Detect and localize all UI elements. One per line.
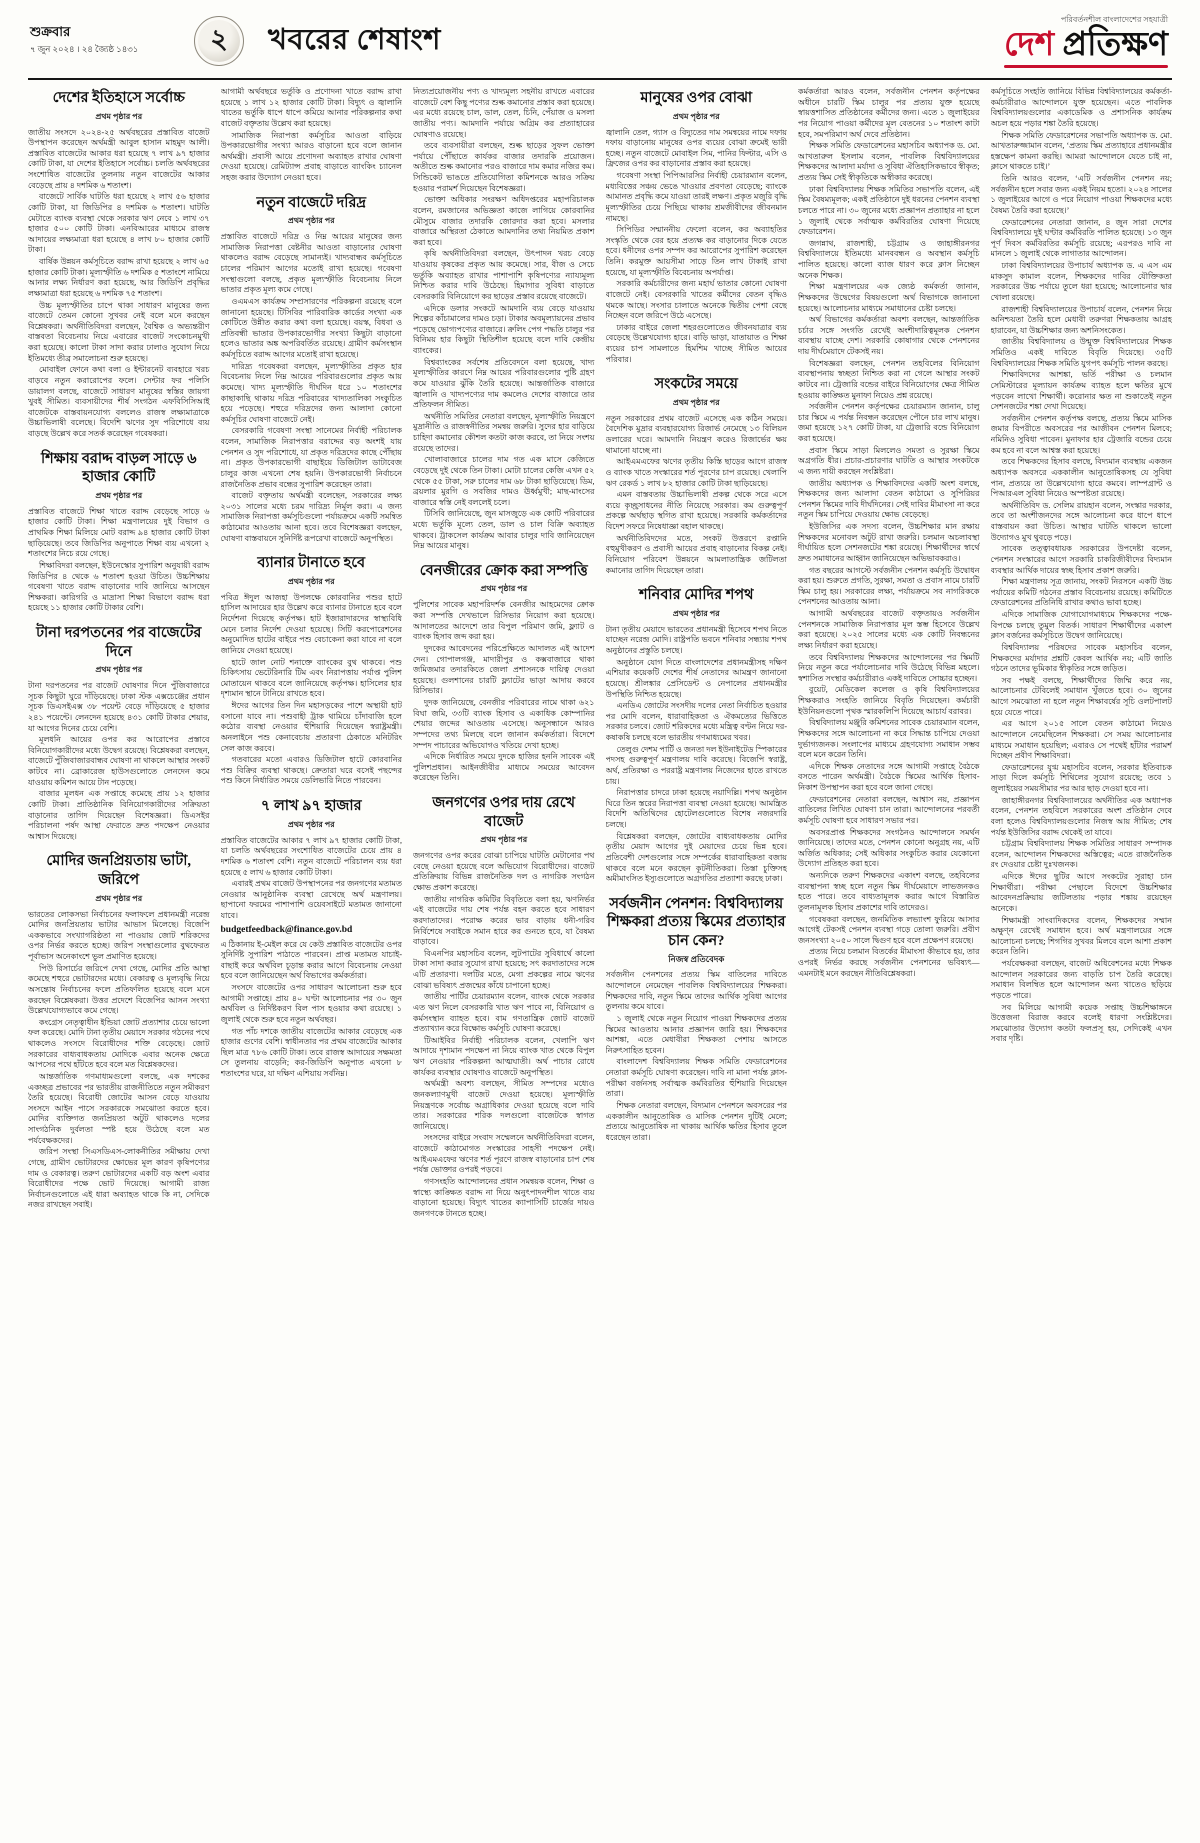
continuation-kicker: প্রথম পৃষ্ঠার পর [287, 216, 335, 226]
body-paragraph: তবে বিশ্ববিদ্যালয় শিক্ষকদের আন্দোলনের পর স্কিমটি নিয়ে নতুন করে পর্যালোচনার দাবি উঠেছে বিভিন্ন মহলে। স্বশাসিত সংস্থার কর্মচারীরাও একই দাবিতে সোচ্চার হচ্ছেন। [798, 652, 980, 683]
column-5 [798, 87, 980, 1832]
continuation-kicker: প্রথম পৃষ্ঠার পর [95, 665, 143, 675]
body-paragraph: এদিকে নির্ধারিত সময়ে দুদকে হাজির হননি সাবেক এই পুলিশপ্রধান। আইনজীবীর মাধ্যমে সময়ের আবেদন করেছেন তিনি। [413, 752, 595, 783]
article-headline: দেশের ইতিহাসে সর্বোচ্চ [52, 90, 185, 106]
body-paragraph: পিউ রিসার্চের জরিপে দেখা গেছে, মোদির প্রতি আস্থা কমেছে শহুরে ভোটারদের মধ্যে। বেকারত্ব ও মূল্যবৃদ্ধি নিয়ে অসন্তোষ নির্বাচনের ফলে প্রতিফলিত হয়েছে বলে মনে করছেন বিশ্লেষকরা। উত্তর প্রদেশে বিজেপির আসন সংখ্যা উল্লেখযোগ্যভাবে কমে গেছে। [28, 963, 210, 1016]
body-paragraph: গতবারের মতো এবারও ডিজিটাল হাটে কোরবানির পশু বিক্রির ব্যবস্থা থাকছে। ক্রেতারা ঘরে বসেই পছন্দের পশু কিনে নির্ধারিত সময়ে ডেলিভারি নিতে পারবেন। [220, 755, 402, 786]
body-paragraph: বাজার মূলধন এক সপ্তাহে কমেছে প্রায় ১২ হাজার কোটি টাকা। প্রাতিষ্ঠানিক বিনিয়োগকারীদের সক্রিয়তা বাড়ানোর তাগিদ দিয়েছেন বিশেষজ্ঞরা। ডিএসইর পরিচালনা পর্ষদ আস্থা ফেরাতে দ্রুত পদক্ষেপ নেওয়ার আশ্বাস দিয়েছে। [28, 789, 210, 841]
article-headline: বেনজীরের ক্রোক করা সম্পত্তি [419, 562, 588, 579]
continuation-kicker: প্রথম পৃষ্ঠার পর [287, 576, 335, 586]
body-paragraph: সর্বজনীন পেনশন কর্তৃপক্ষ বলছে, প্রত্যয় স্কিমে মাসিক জমার বিপরীতে অবসরের পর আজীবন পেনশন মিলবে; নমিনিও সুবিধা পাবেন। মুনাফার হার ট্রেজারি বন্ডের চেয়ে কম হবে না বলে আশ্বস্ত করা হয়েছে। [990, 413, 1172, 455]
article [28, 89, 210, 440]
body-paragraph: টানা তৃতীয় মেয়াদে ভারতের প্রধানমন্ত্রী হিসেবে শপথ নিতে যাচ্ছেন নরেন্দ্র মোদি। রাষ্ট্রপতি ভবনে শনিবার সন্ধ্যায় শপথ অনুষ্ঠানের প্রস্তুতি চলছে। [605, 624, 787, 656]
article-headline: নতুন বাজেটে দরিদ্র [256, 194, 367, 211]
body-paragraph: ভারতের লোকসভা নির্বাচনের ফলাফলে প্রধানমন্ত্রী নরেন্দ্র মোদির জনপ্রিয়তায় ভাটার আভাস মিলেছে। বিজেপি এককভাবে সংখ্যাগরিষ্ঠতা না পাওয়ায় জোট শরিকদের ওপর নির্ভর করতে হচ্ছে। জরিপ সংস্থাগুলোর বুথফেরত পূর্বাভাস অনেকাংশে ভুল প্রমাণিত হয়েছে। [28, 909, 210, 962]
article [606, 89, 788, 365]
article [413, 87, 595, 552]
article-columns [28, 87, 1172, 1832]
body-paragraph: সর্বজনীন পেনশনের প্রত্যয় স্কিম বাতিলের দাবিতে আন্দোলনে নেমেছেন পাবলিক বিশ্ববিদ্যালয়ের শিক্ষকরা। শিক্ষকদের দাবি, নতুন স্কিমে তাদের আর্থিক সুবিধা আগের তুলনায় কমে যাবে। [605, 970, 787, 1012]
body-paragraph: খোলাবাজারে চালের দাম গত এক মাসে কেজিতে বেড়েছে দুই থেকে তিন টাকা। মোটা চালের কেজি এখন ৫২ থেকে ৫৫ টাকা, সরু চালের দাম ৬৮ টাকা ছাড়িয়েছে। ডিম, ব্রয়লার মুরগি ও সবজির দামও ঊর্ধ্বমুখী; মাছ-মাংসের বাজারে স্বস্তি নেই বললেই চলে। [413, 455, 595, 507]
paper-logo-block [1004, 14, 1170, 68]
column-2 [221, 87, 403, 1832]
paper-name-first: দেশ [1003, 27, 1063, 63]
article [798, 87, 980, 979]
weekday-label: শুক্রবার [30, 24, 71, 40]
body-paragraph: আগামী অর্থবছরের বাজেট বক্তৃতায়ও সর্বজনীন পেনশনকে সামাজিক নিরাপত্তার মূল স্তম্ভ হিসেবে উল্লেখ করা হয়েছে। ২০২৫ সালের মধ্যে এক কোটি নিবন্ধনের লক্ষ্য নির্ধারণ করা হয়েছে। [798, 609, 980, 650]
body-paragraph: প্রস্তাবিত বাজেটে শিক্ষা খাতে বরাদ্দ বেড়েছে সাড়ে ৬ হাজার কোটি টাকা। শিক্ষা মন্ত্রণালয়ের দুই বিভাগ ও প্রাথমিক শিক্ষা মিলিয়ে মোট বরাদ্দ ৯৪ হাজার কোটি টাকা ছাড়িয়েছে। তবে জিডিপির অনুপাতে শিক্ষা ব্যয় এখনো ২ শতাংশের নিচে রয়ে গেছে। [28, 506, 210, 559]
paper-name-rest: প্রতিক্ষণ [1062, 27, 1168, 63]
column-4 [606, 87, 788, 1832]
body-paragraph: পবিত্র ঈদুল আজহা উপলক্ষে কোরবানির পশুর হাটে হাসিল আদায়ের হার উল্লেখ করে ব্যানার টানাতে হবে বলে নির্দেশনা দিয়েছে কর্তৃপক্ষ। হাট ইজারাদারদের স্বাস্থ্যবিধি মেনে চলার নির্দেশ দেওয়া হয়েছে। সিটি করপোরেশনের অনুমোদিত হাটের বাইরে পশু বেচাকেনা করা যাবে না বলে জানিয়ে দেওয়া হয়েছে। [220, 592, 402, 655]
body-paragraph: অর্থনীতিবিদ ড. সেলিম রায়হান বলেন, সংস্কার দরকার, তবে তা অংশীজনদের সঙ্গে আলোচনা করে ধাপে ধাপে বাস্তবায়ন করা উচিত। আস্থার ঘাটতি থাকলে ভালো উদ্যোগও মুখ থুবড়ে পড়ে। [990, 500, 1172, 542]
body-paragraph: পুলিশের সাবেক মহাপরিদর্শক বেনজীর আহমেদের ক্রোক করা সম্পত্তি দেখভালে রিসিভার নিয়োগ করা হয়েছে। আদালতের আদেশে তার বিপুল পরিমাণ জমি, ফ্ল্যাট ও ব্যাংক হিসাব জব্দ করা হয়। [413, 600, 595, 642]
body-paragraph: টানা দরপতনের পর বাজেট ঘোষণার দিনে পুঁজিবাজারে সূচক কিছুটা ঘুরে দাঁড়িয়েছে। ঢাকা স্টক এক্সচেঞ্জের প্রধান সূচক ডিএসইএক্স ৩৮ পয়েন্ট বেড়ে দাঁড়িয়েছে ৫ হাজার ২৪১ পয়েন্টে। লেনদেন হয়েছে ৪৩১ কোটি টাকার শেয়ার, যা আগের দিনের চেয়ে বেশি। [28, 681, 210, 733]
date-block [30, 25, 188, 57]
body-paragraph: অনুষ্ঠানে যোগ দিতে বাংলাদেশের প্রধানমন্ত্রীসহ দক্ষিণ এশিয়ার কয়েকটি দেশের শীর্ষ নেতাদের আমন্ত্রণ জানানো হয়েছে। শ্রীলঙ্কার প্রেসিডেন্ট ও নেপালের প্রধানমন্ত্রীর উপস্থিতি নিশ্চিত হয়েছে। [605, 657, 787, 699]
body-paragraph: অর্থনীতি সমিতির নেতারা বলছেন, মূল্যস্ফীতি নিয়ন্ত্রণে মুদ্রানীতি ও রাজস্বনীতির সমন্বয় জরুরি। সুদের হার বাড়িয়ে চাহিদা কমানোর কৌশল কতটা কাজ করবে, তা নিয়ে সংশয় রয়েছে তাদের। [413, 411, 595, 453]
article-headline: টানা দরপতনের পর বাজেটের দিনে [36, 625, 202, 660]
body-paragraph: মূলধনি আয়ের ওপর কর আরোপের প্রস্তাবে বিনিয়োগকারীদের মধ্যে উদ্বেগ রয়েছে। বিশ্লেষকরা বলছেন, বাজেটে পুঁজিবাজারবান্ধব ঘোষণা না থাকলে আস্থার সংকট কাটবে না। ব্রোকারেজ হাউসগুলোতে লেনদেন কমে যাওয়ায় কমিশন আয়ে টান পড়েছে। [28, 735, 210, 787]
article-headline: মানুষের ওপর বোঝা [640, 90, 753, 106]
byline: নিজস্ব প্রতিবেদক [668, 954, 725, 965]
page-number: ২ [210, 23, 228, 54]
page-number-badge [194, 16, 244, 66]
body-paragraph: সংসদের বাইরে সংবাদ সম্মেলনে অর্থনীতিবিদরা বলেন, বাজেটে কাঠামোগত সংস্কারের সাহসী পদক্ষেপ নেই। আইএমএফের ঋণের শর্ত পূরণে রাজস্ব বাড়ানোর চাপ শেষ পর্যন্ত ভোক্তার ওপরই পড়বে। [413, 1133, 595, 1175]
article [413, 794, 595, 1219]
body-paragraph: জাতীয় নাগরিক কমিটির বিবৃতিতে বলা হয়, ঋণনির্ভর এই বাজেটের দায় শেষ পর্যন্ত বহন করতে হবে সাধারণ করদাতাদের। পরোক্ষ করের ভার বাড়ায় ধনী-গরিব নির্বিশেষে সবাইকে সমান হারে কর গুনতে হবে, যা বৈষম্য বাড়াবে। [413, 894, 595, 947]
continuation-kicker: প্রথম পৃষ্ঠার পর [480, 584, 528, 594]
body-paragraph: এদিকে ডলার সংকটে আমদানি ব্যয় বেড়ে যাওয়ায় শিল্পের কাঁচামালের দামও চড়া। টাকার অবমূল্যায়নের প্রভাব পড়েছে ভোগ্যপণ্যের বাজারে। ক্রলিং পেগ পদ্ধতি চালুর পর বিনিময় হার কিছুটা স্থিতিশীল হয়েছে বলে দাবি কেন্দ্রীয় ব্যাংকের। [413, 303, 595, 355]
body-paragraph: নিত্যপ্রয়োজনীয় পণ্য ও খাদ্যমূল্য সহনীয় রাখতে এবারের বাজেটে বেশ কিছু পণ্যের শুল্ক কমানোর প্রস্তাব করা হয়েছে। এর মধ্যে রয়েছে চাল, ডাল, তেল, চিনি, পেঁয়াজ ও মসলা জাতীয় পণ্য। আমদানি পর্যায়ে অগ্রিম কর প্রত্যাহারের ঘোষণাও রয়েছে। [413, 87, 595, 139]
article [28, 852, 210, 1211]
body-paragraph: বাজেটে সার্বিক ঘাটতি ধরা হয়েছে ২ লাখ ৫৬ হাজার কোটি টাকা, যা জিডিপির ৪ দশমিক ৬ শতাংশ। ঘাটতি মেটাতে ব্যাংক ব্যবস্থা থেকে সরকার ঋণ নেবে ১ লাখ ৩৭ হাজার ৫০০ কোটি টাকা। এনবিআরের মাধ্যমে রাজস্ব আদায়ের লক্ষ্যমাত্রা ধরা হয়েছে ৪ লাখ ৮০ হাজার কোটি টাকা। [28, 192, 210, 255]
body-paragraph: এদিকে সামাজিক যোগাযোগমাধ্যমে শিক্ষকদের পক্ষে-বিপক্ষে চলছে তুমুল বিতর্ক। সাধারণ শিক্ষার্থীদের একাংশ ক্লাস বর্জনের কর্মসূচিতে উদ্বেগ জানিয়েছে। [990, 610, 1172, 641]
article-headline: সংকটের সময়ে [654, 376, 738, 393]
body-paragraph: ১ জুলাই থেকে নতুন নিয়োগ পাওয়া শিক্ষকদের প্রত্যয় স্কিমের আওতায় আনার প্রজ্ঞাপন জারি হয়। শিক্ষকদের আশঙ্কা, এতে মেধাবীরা শিক্ষকতা পেশায় আসতে নিরুৎসাহিত হবেন। [605, 1013, 787, 1055]
section-title: খবরের শেষাংশ [268, 23, 441, 56]
body-paragraph: অর্থনীতিবিদদের মতে, সংকট উত্তরণে রপ্তানি বহুমুখীকরণ ও প্রবাসী আয়ের প্রবাহ বাড়ানোর বিকল্প নেই। বিনিয়োগ পরিবেশ উন্নয়নে আমলাতান্ত্রিক জটিলতা কমানোর তাগিদ দিয়েছেন তারা। [605, 533, 787, 575]
body-paragraph: কর্মকর্তারা আরও বলেন, সর্বজনীন পেনশন কর্তৃপক্ষের অধীনে চারটি স্কিম চালুর পর প্রত্যয় যুক্ত হয়েছে স্বায়ত্তশাসিত প্রতিষ্ঠানের কর্মীদের জন্য। এতে ১ জুলাইয়ের পর নিয়োগ পাওয়া কর্মীদের মূল বেতনের ১০ শতাংশ কাটা হবে, সমপরিমাণ অর্থ দেবে প্রতিষ্ঠান। [798, 87, 980, 139]
article-headline: সর্বজনীন পেনশন: বিশ্ববিদ্যালয় শিক্ষকরা প্রত্যয় স্কিমের প্রত্যাহার চান কেন? [607, 895, 786, 949]
body-paragraph: শিক্ষা মন্ত্রণালয় সূত্র জানায়, সংকট নিরসনে একটি উচ্চ পর্যায়ের কমিটি গঠনের প্রস্তাব বিবেচনায় রয়েছে। কমিটিতে ফেডারেশনের প্রতিনিধি রাখার কথাও ভাবা হচ্ছে। [990, 577, 1172, 608]
article [221, 194, 403, 545]
body-paragraph: এমন বাস্তবতায় উচ্চাভিলাষী প্রকল্প থেকে সরে এসে ব্যয়ে কৃচ্ছ্রসাধনের নীতি নিয়েছে সরকার। কম গুরুত্বপূর্ণ প্রকল্পে অর্থছাড় স্থগিত রাখা হয়েছে। সরকারি কর্মকর্তাদের বিদেশ সফরে নিষেধাজ্ঞা বহাল থাকছে। [605, 490, 787, 532]
body-paragraph: বিশ্ববিদ্যালয় মঞ্জুরি কমিশনের সাবেক চেয়ারম্যান বলেন, শিক্ষকদের সঙ্গে আলোচনা না করে সিদ্ধান্ত চাপিয়ে দেওয়া দুর্ভাগ্যজনক। সংলাপের মাধ্যমে গ্রহণযোগ্য সমাধান সম্ভব বলে মনে করেন তিনি। [798, 718, 980, 760]
body-paragraph: জাহাঙ্গীরনগর বিশ্ববিদ্যালয়ের অর্থনীতির এক অধ্যাপক বলেন, পেনশন তহবিলে সরকারের অংশ প্রতিষ্ঠান দেবে বলা হলেও বিশ্ববিদ্যালয়গুলোর নিজস্ব আয় সীমিত; শেষ পর্যন্ত ইউজিসির বরাদ্দ থেকেই তা যাবে। [990, 795, 1172, 837]
body-paragraph: অর্থ বিভাগের কর্মকর্তারা অবশ্য বলছেন, আন্তর্জাতিক চর্চার সঙ্গে সংগতি রেখেই অংশীদারিত্বমূলক পেনশন ব্যবস্থায় যাচ্ছে দেশ। সরকারি কোষাগার থেকে পেনশনের দায় দীর্ঘমেয়াদে টেকসই নয়। [798, 315, 980, 356]
body-paragraph: দুদক জানিয়েছে, বেনজীর পরিবারের নামে থাকা ৬২১ বিঘা জমি, ৩৩টি ব্যাংক হিসাব ও একাধিক কোম্পানির শেয়ার জব্দের আওতায় এসেছে। অনুসন্ধানে আরও সম্পদের তথ্য মিলছে বলে জানান কর্মকর্তারা। বিদেশে সম্পদ পাচারের অভিযোগও খতিয়ে দেখা হচ্ছে। [413, 698, 595, 750]
article [28, 450, 210, 614]
body-paragraph: আগামী অর্থবছরে ভর্তুকি ও প্রণোদনা খাতে বরাদ্দ রাখা হয়েছে ১ লাখ ১২ হাজার কোটি টাকা। বিদ্যুৎ ও জ্বালানি খাতের ভর্তুকি ধাপে ধাপে কমিয়ে আনার পরিকল্পনার কথা বাজেট বক্তৃতায় উল্লেখ করা হয়েছে। [220, 87, 402, 128]
article [991, 87, 1173, 1045]
body-paragraph: বেসরকারি গবেষণা সংস্থা সানেমের নির্বাহী পরিচালক বলেন, সামাজিক নিরাপত্তার বরাদ্দের বড় অংশই যায় পেনশন ও সুদ পরিশোধে, যা প্রকৃত দরিদ্রদের কাছে পৌঁছায় না। প্রকৃত উপকারভোগী বাছাইয়ে ডিজিটাল ডাটাবেজ চালুর কাজ এখনো শেষ হয়নি। উপকারভোগী নির্বাচনে রাজনৈতিক প্রভাব বন্ধের সুপারিশ করেছেন তারা। [220, 426, 402, 489]
article [28, 624, 210, 842]
body-paragraph: বার্ষিক উন্নয়ন কর্মসূচিতে বরাদ্দ রাখা হয়েছে ২ লাখ ৬৫ হাজার কোটি টাকা। মূল্যস্ফীতি ৬ দশমিক ৫ শতাংশে নামিয়ে আনার লক্ষ্য নির্ধারণ করা হয়েছে, আর জিডিপি প্রবৃদ্ধির লক্ষ্যমাত্রা ধরা হয়েছে ৬ দশমিক ৭৫ শতাংশ। [28, 257, 210, 298]
article-headline: ব্যানার টানাতে হবে [257, 555, 366, 572]
body-paragraph: প্রত্যয় নিয়ে চলমান বিতর্কের মীমাংসা কীভাবে হয়, তার ওপরই নির্ভর করছে সর্বজনীন পেনশনের ভবিষ্যৎ—এমনটাই মনে করছেন নীতিবিশ্লেষকরা। [798, 947, 980, 978]
continuation-kicker: প্রথম পৃষ্ঠার পর [95, 111, 143, 121]
body-paragraph: শিক্ষামন্ত্রী সাংবাদিকদের বলেন, শিক্ষকদের সম্মান অক্ষুণ্ন রেখেই সমাধান হবে। অর্থ মন্ত্রণালয়ের সঙ্গে আলোচনা চলছে; শিগগির সুখবর মিলবে বলে আশা প্রকাশ করেন তিনি। [990, 915, 1172, 957]
body-paragraph: আইএমএফের ঋণের তৃতীয় কিস্তি ছাড়ের আগে রাজস্ব ও ব্যাংক খাতে সংস্কারের শর্ত পূরণের চাপ রয়েছে। খেলাপি ঋণ রেকর্ড ১ লাখ ৮২ হাজার কোটি টাকা ছাড়িয়েছে। [605, 457, 787, 488]
body-paragraph: প্রস্তাবিত বাজেটের আকার ৭ লাখ ৯৭ হাজার কোটি টাকা, যা চলতি অর্থবছরের সংশোধিত বাজেটের চেয়ে প্রায় ৪ দশমিক ৬ শতাংশ বেশি। নতুন বাজেটে পরিচালন ব্যয় ধরা হয়েছে ৫ লাখ ৬ হাজার কোটি টাকা। [220, 835, 402, 877]
article [606, 586, 788, 885]
date-line: ৭ জুন ২০২৪ । ২৪ জ্যৈষ্ঠ ১৪৩১ [30, 43, 139, 54]
body-paragraph: এদিকে ঈদের ছুটির আগে সংকটের সুরাহা চান শিক্ষার্থীরা। পরীক্ষা পেছালে বিদেশে উচ্চশিক্ষার আবেদনপ্রক্রিয়ায় জটিলতায় পড়ার শঙ্কায় রয়েছেন অনেকে। [990, 872, 1172, 913]
continuation-kicker: প্রথম পৃষ্ঠার পর [672, 608, 720, 618]
column-1 [28, 87, 210, 1832]
body-paragraph: শিক্ষা মন্ত্রণালয়ের এক জ্যেষ্ঠ কর্মকর্তা জানান, শিক্ষকদের উদ্বেগের বিষয়গুলো অর্থ বিভাগকে জানানো হয়েছে। আলোচনার মাধ্যমে সমাধানের চেষ্টা চলছে। [798, 282, 980, 313]
body-paragraph: বিশ্বব্যাংকের সর্বশেষ প্রতিবেদনে বলা হয়েছে, খাদ্য মূল্যস্ফীতির কারণে নিম্ন আয়ের পরিবারগুলোর পুষ্টি গ্রহণ কমে যাওয়ার ঝুঁকি তৈরি হয়েছে। আন্তর্জাতিক বাজারে জ্বালানি ও খাদ্যপণ্যের দাম কমলেও দেশের বাজারে তার প্রতিফলন সীমিত। [413, 357, 595, 410]
article [413, 562, 595, 784]
body-paragraph: সাবেক তত্ত্বাবধায়ক সরকারের উপদেষ্টা বলেন, পেনশন সংস্কারের আগে সরকারি চাকরিজীবীদের বিদ্যমান ব্যবস্থার আর্থিক দায়ের স্বচ্ছ হিসাব প্রকাশ জরুরি। [990, 544, 1172, 575]
body-paragraph: ঢাকা বিশ্ববিদ্যালয়ের উপাচার্য অধ্যাপক ড. এ এস এম মাকসুদ কামাল বলেন, শিক্ষকদের দাবির যৌক্তিকতা সরকারের উচ্চ পর্যায়ে তুলে ধরা হয়েছে; আলোচনার দ্বার খোলা রয়েছে। [990, 261, 1172, 302]
body-paragraph: বাংলাদেশ বিশ্ববিদ্যালয় শিক্ষক সমিতি ফেডারেশনের নেতারা কর্মসূচি ঘোষণা করেছেন। দাবি না মানা পর্যন্ত ক্লাস-পরীক্ষা বর্জনসহ সর্বাত্মক কর্মবিরতির হুঁশিয়ারি দিয়েছেন তারা। [605, 1057, 787, 1099]
body-paragraph: শিক্ষক নেতারা বলছেন, বিদ্যমান পেনশনে অবসরের পর এককালীন আনুতোষিক ও মাসিক পেনশন দুটিই মেলে; প্রত্যয়ে আনুতোষিক না থাকায় আর্থিক ক্ষতির হিসাব তুলে ধরেছেন তারা। [605, 1100, 787, 1142]
body-paragraph: দারিদ্র্য গবেষকরা বলছেন, মূল্যস্ফীতির প্রকৃত হার বিবেচনায় নিলে নিম্ন আয়ের পরিবারগুলোর প্রকৃত আয় কমেছে। খাদ্য মূল্যস্ফীতি দীর্ঘদিন ধরে ১০ শতাংশের কাছাকাছি থাকায় দরিদ্র পরিবারের খাদ্যতালিকা সংকুচিত হয়ে পড়েছে। শহুরে দরিদ্রদের জন্য আলাদা কোনো কর্মসূচির ঘোষণা বাজেটে নেই। [220, 361, 402, 424]
body-paragraph: গবেষণা সংস্থা পিপিআরসির নির্বাহী চেয়ারম্যান বলেন, মধ্যবিত্তের সঞ্চয় ভেঙে খাওয়ার প্রবণতা বেড়েছে; ব্যাংকে আমানত প্রবৃদ্ধি কমে যাওয়া তারই লক্ষণ। প্রকৃত মজুরি বৃদ্ধি মূল্যস্ফীতির চেয়ে পিছিয়ে থাকায় শ্রমজীবীদের জীবনমান নামছে। [605, 171, 787, 223]
body-paragraph: সামাজিক নিরাপত্তা কর্মসূচির আওতা বাড়িয়ে উপকারভোগীর সংখ্যা আরও বাড়ানো হবে বলে জানান অর্থমন্ত্রী। প্রবাসী আয়ে প্রণোদনা অব্যাহত রাখার ঘোষণা দেওয়া হয়েছে। রেমিট্যান্স প্রবাহ বাড়াতে ব্যাংকিং চ্যানেল সহজ করার উদ্যোগ নেওয়া হবে। [220, 130, 402, 182]
article-headline: ৭ লাখ ৯৭ হাজার [260, 798, 362, 815]
body-paragraph: জ্বালানি তেল, গ্যাস ও বিদ্যুতের দাম সমন্বয়ের নামে দফায় দফায় বাড়ানোয় মানুষের ওপর ব্যয়ের বোঝা ক্রমেই ভারী হচ্ছে। নতুন বাজেটে মোবাইল সিম, পানির ফিল্টার, এসি ও ফ্রিজের ওপর কর বাড়ানোর প্রস্তাব করা হয়েছে। [605, 127, 787, 169]
body-paragraph: জগন্নাথ, রাজশাহী, চট্টগ্রাম ও জাহাঙ্গীরনগর বিশ্ববিদ্যালয়ে ইতিমধ্যে মানববন্ধন ও অবস্থান কর্মসূচি পালিত হয়েছে। কালো ব্যাজ ধারণ করে ক্লাস নিচ্ছেন অনেক শিক্ষক। [798, 238, 980, 280]
body-paragraph: ওএমএস কার্যক্রম সম্প্রসারণের পরিকল্পনা রয়েছে বলে জানানো হয়েছে। টিসিবির পারিবারিক কার্ডের সংখ্যা এক কোটিতে উন্নীত করার কথা বলা হয়েছে। বয়স্ক, বিধবা ও প্রতিবন্ধী ভাতার উপকারভোগীর সংখ্যা কিছুটা বাড়ানো হলেও ভাতার অঙ্ক অপরিবর্তিত রয়েছে। গ্রামীণ কর্মসংস্থান কর্মসূচিতে বরাদ্দ আগের মতোই রাখা হয়েছে। [220, 296, 402, 360]
column-6 [991, 87, 1173, 1832]
logo-underline [1004, 65, 1168, 68]
body-paragraph: তবে ব্যবসায়ীরা বলছেন, শুল্ক ছাড়ের সুফল ভোক্তা পর্যায়ে পৌঁছাতে কার্যকর বাজার তদারকি প্রয়োজন। অতীতে শুল্ক কমানোর পরও বাজারে দাম কমার নজির কম। সিন্ডিকেট ভাঙতে প্রতিযোগিতা কমিশনকে আরও সক্রিয় হওয়ার পরামর্শ দিয়েছেন বিশেষজ্ঞরা। [413, 141, 595, 193]
body-paragraph: এর আগে ২০১৫ সালে বেতন কাঠামো নিয়েও আন্দোলনে নেমেছিলেন শিক্ষকরা। সে সময় আলোচনার মাধ্যমে সমাধান হয়েছিল; এবারও সে পথেই হাঁটার পরামর্শ দিচ্ছেন প্রবীণ শিক্ষাবিদরা। [990, 719, 1172, 761]
body-paragraph: বিশ্লেষকরা বলছেন, জোটের বাধ্যবাধকতায় মোদির তৃতীয় মেয়াদ আগের দুই মেয়াদের চেয়ে ভিন্ন হবে। প্রতিবেশী দেশগুলোর সঙ্গে সম্পর্কের ধারাবাহিকতা বজায় থাকবে বলে মনে করছেন কূটনীতিকরা। তিস্তা চুক্তিসহ অমীমাংসিত ইস্যুগুলোতে অগ্রগতির প্রত্যাশা করছে ঢাকা। [605, 831, 787, 884]
body-paragraph: এনডিএ জোটের সংসদীয় দলের নেতা নির্বাচিত হওয়ার পর মোদি বলেন, ধারাবাহিকতা ও ঐকমত্যের ভিত্তিতে সরকার চলবে। জোট শরিকদের মধ্যে মন্ত্রিত্ব বণ্টন নিয়ে দর-কষাকষি চলছে বলে ভারতীয় গণমাধ্যমের খবর। [605, 701, 787, 743]
body-paragraph: রাজশাহী বিশ্ববিদ্যালয়ের উপাচার্য বলেন, পেনশন নিয়ে অনিশ্চয়তা তৈরি হলে মেধাবী তরুণরা শিক্ষকতায় আগ্রহ হারাবেন, যা উচ্চশিক্ষার জন্য অশনিসংকেত। [990, 304, 1172, 335]
continuation-kicker: প্রথম পৃষ্ঠার পর [95, 490, 143, 500]
body-paragraph: বিশেষজ্ঞরা বলছেন, পেনশন তহবিলের বিনিয়োগ ব্যবস্থাপনায় স্বচ্ছতা নিশ্চিত করা না গেলে আস্থার সংকট কাটবে না। ট্রেজারি বন্ডের বাইরে বিনিয়োগের ক্ষেত্র সীমিত হওয়ায় কাঙ্ক্ষিত মুনাফা নিয়েও প্রশ্ন রয়েছে। [798, 358, 980, 400]
paper-tagline: পরিবর্তনশীল বাংলাদেশের সহযাত্রী [1060, 15, 1168, 24]
body-paragraph: টিসিবি জানিয়েছে, জুন মাসজুড়ে এক কোটি পরিবারের মধ্যে ভর্তুকি মূল্যে তেল, ডাল ও চাল বিক্রি অব্যাহত থাকবে। ট্রাকসেল কার্যক্রম আবার চালুর দাবি জানিয়েছেন নিম্ন আয়ের মানুষ। [413, 509, 595, 551]
body-paragraph: সংসদে বাজেটের ওপর সাধারণ আলোচনা শুরু হবে আগামী সপ্তাহে। প্রায় ৪০ ঘণ্টা আলোচনার পর ৩০ জুন অর্থবিল ও নির্দিষ্টকরণ বিল পাস হওয়ার কথা রয়েছে। ১ জুলাই থেকে শুরু হবে নতুন অর্থবছর। [220, 983, 402, 1024]
body-paragraph: সিপিডির সম্মাননীয় ফেলো বলেন, কর অব্যাহতির সংস্কৃতি থেকে বের হয়ে প্রত্যক্ষ কর বাড়ানোর দিকে যেতে হবে। ধনীদের ওপর সম্পদ কর আরোপের সুপারিশ করেছেন তিনি। করমুক্ত আয়সীমা সাড়ে তিন লাখ টাকাই রাখা হয়েছে, যা মূল্যস্ফীতি বিবেচনায় অপর্যাপ্ত। [605, 225, 787, 277]
paper-logo [1004, 29, 1168, 62]
body-paragraph: উচ্চ মূল্যস্ফীতির চাপে থাকা সাধারণ মানুষের জন্য বাজেটে তেমন কোনো সুখবর নেই বলে মনে করছেন বিশ্লেষকরা। অর্থনীতিবিদরা বলছেন, বৈশ্বিক ও অভ্যন্তরীণ বাস্তবতা বিবেচনায় নিয়ে এবারের বাজেট সংকোচনমুখী করা হয়েছে। কালো টাকা সাদা করার ঢালাও সুযোগ নিয়ে ইতিমধ্যে তীব্র সমালোচনা শুরু হয়েছে। [28, 300, 210, 363]
article-headline: শিক্ষায় বরাদ্দ বাড়ল সাড়ে ৬ হাজার কোটি [40, 450, 197, 486]
body-paragraph: জাতীয় অধ্যাপক ও শিক্ষাবিদদের একটি অংশ বলছে, শিক্ষকদের জন্য আলাদা বেতন কাঠামো ও সুপিরিয়র পেনশন স্কিমের দাবি দীর্ঘদিনের। সেই দাবির মীমাংসা না করে নতুন স্কিম চাপিয়ে দেওয়ায় ক্ষোভ বেড়েছে। [798, 478, 980, 520]
body-paragraph: আন্তর্জাতিক গণমাধ্যমগুলো বলছে, এক দশকের একচ্ছত্র প্রভাবের পর ভারতীয় রাজনীতিতে নতুন সমীকরণ তৈরি হয়েছে। বিরোধী জোটের আসন বেড়ে যাওয়ায় সংসদে আইন পাসে সরকারকে সমঝোতা করতে হবে। মোদির ব্যক্তিগত জনপ্রিয়তা অটুট থাকলেও দলের সাংগঠনিক দুর্বলতা স্পষ্ট হয়ে উঠেছে বলে মত পর্যবেক্ষকদের। [28, 1071, 210, 1145]
feedback-email: budgetfeedback@finance.gov.bd [220, 924, 353, 935]
body-paragraph: গত বছরের আগস্টে সর্বজনীন পেনশন কর্মসূচি উদ্বোধন করা হয়। শুরুতে প্রগতি, সুরক্ষা, সমতা ও প্রবাস নামে চারটি স্কিম চালু হয়। সরকারের লক্ষ্য, পর্যায়ক্রমে সব নাগরিককে পেনশনের আওতায় আনা। [798, 565, 980, 607]
body-paragraph: ফেডারেশনের নেতারা জানান, ৪ জুন সারা দেশের বিশ্ববিদ্যালয়ে দুই ঘণ্টার কর্মবিরতি পালিত হয়েছে। ১৩ জুন পূর্ণ দিবস কর্মবিরতির কর্মসূচি রয়েছে; এরপরও দাবি না মানলে ১ জুলাই থেকে লাগাতার আন্দোলন। [990, 217, 1172, 259]
body-paragraph: অর্থমন্ত্রী অবশ্য বলছেন, সীমিত সম্পদের মধ্যেও জনকল্যাণমুখী বাজেট দেওয়া হয়েছে। মূল্যস্ফীতি নিয়ন্ত্রণকে সর্বোচ্চ অগ্রাধিকার দেওয়া হয়েছে বলে দাবি তার। সরকারের শরিক দলগুলো বাজেটকে স্বাগত জানিয়েছে। [413, 1079, 595, 1131]
body-paragraph: কৃষি অর্থনীতিবিদরা বলছেন, উৎপাদন খরচ বেড়ে যাওয়ায় কৃষকের প্রকৃত আয় কমেছে। সার, বীজ ও সেচে ভর্তুকি অব্যাহত রাখার পাশাপাশি কৃষিপণ্যের ন্যায্যমূল্য নিশ্চিত করার দাবি উঠেছে। হিমাগার সুবিধা বাড়াতে বেসরকারি বিনিয়োগে কর ছাড়ের প্রস্তাব রয়েছে বাজেটে। [413, 249, 595, 301]
article [606, 895, 788, 1144]
body-paragraph: ঈদের আগের তিন দিন মহাসড়কের পাশে অস্থায়ী হাট বসানো যাবে না। পশুবাহী ট্রাক থামিয়ে চাঁদাবাজি হলে কঠোর ব্যবস্থা নেওয়ার হুঁশিয়ারি দিয়েছেন স্বরাষ্ট্রমন্ত্রী। অনলাইনে পশু কেনাবেচায় প্রতারণা ঠেকাতে মনিটরিং সেল কাজ করবে। [220, 701, 402, 753]
body-paragraph: জাতীয় বিশ্ববিদ্যালয় ও উন্মুক্ত বিশ্ববিদ্যালয়ের শিক্ষক সমিতিও একই দাবিতে বিবৃতি দিয়েছে। ৩৫টি বিশ্ববিদ্যালয়ের শিক্ষক সমিতি যুগপৎ কর্মসূচি পালন করছে। [990, 337, 1172, 368]
body-paragraph: বিশ্ববিদ্যালয় পরিষদের সাবেক মহাসচিব বলেন, শিক্ষকদের মর্যাদার প্রশ্নটি কেবল আর্থিক নয়; এটি জাতি গঠনে তাদের ভূমিকার স্বীকৃতির সঙ্গে জড়িত। [990, 642, 1172, 674]
body-paragraph: সর্বজনীন পেনশন কর্তৃপক্ষের চেয়ারম্যান জানান, চালু চার স্কিমে এ পর্যন্ত নিবন্ধন করেছেন পৌনে চার লাখ মানুষ। জমা হয়েছে ১২৭ কোটি টাকা, যা ট্রেজারি বন্ডে বিনিয়োগ করা হয়েছে। [798, 402, 980, 443]
body-paragraph: মোবাইল ফোনে কথা বলা ও ইন্টারনেট ব্যবহারে খরচ বাড়বে নতুন করারোপের ফলে। সেন্টার ফর পলিসি ডায়ালগ বলছে, বাজেটে সাধারণ মানুষের স্বস্তির জায়গা খুবই সীমিত। ব্যবসায়ীদের শীর্ষ সংগঠন এফবিসিসিআই বাজেটকে বাস্তবায়নযোগ্য বললেও রাজস্ব লক্ষ্যমাত্রাকে উচ্চাভিলাষী বলেছে। বিদেশি ঋণের সুদ পরিশোধে ব্যয় বাড়ছে উল্লেখ করে সতর্ক করেছেন গবেষকরা। [28, 365, 210, 439]
body-paragraph: ফেডারেশনের নেতারা বলছেন, আশ্বাস নয়, প্রজ্ঞাপন বাতিলের লিখিত ঘোষণা চান তারা। আন্দোলনের পরবর্তী কর্মসূচি ঘোষণা হবে সাধারণ সভার পর। [798, 794, 980, 825]
body-paragraph: জরিপ সংস্থা সিএসডিএস-লোকনীতির সমীক্ষায় দেখা গেছে, গ্রামীণ ভোটারদের ক্ষোভের মূল কারণ কৃষিপণ্যের দাম ও বেকারত্ব। তরুণ ভোটারদের একটি বড় অংশ এবার বিরোধীদের পক্ষে ভোট দিয়েছে। আগামী রাজ্য নির্বাচনগুলোতে এই ধারা অব্যাহত থাকে কি না, সেদিকে নজর রাখছেন সবাই। [28, 1147, 210, 1210]
article [606, 375, 788, 576]
body-paragraph: এবারই প্রথম বাজেট উপস্থাপনের পর জনগণের মতামত নেওয়ার আনুষ্ঠানিক ব্যবস্থা রেখেছে অর্থ মন্ত্রণালয়। ছাপানো ফরমের পাশাপাশি ওয়েবসাইটে মতামত জানানো যাবে। [220, 879, 402, 921]
body-paragraph: গণসংহতি আন্দোলনের প্রধান সমন্বয়ক বলেন, শিক্ষা ও স্বাস্থ্যে কাঙ্ক্ষিত বরাদ্দ না দিয়ে অনুৎপাদনশীল খাতে ব্যয় বাড়ানো হয়েছে। বিদ্যুৎ খাতের ক্যাপাসিটি চার্জের দায়ও জনগণকে টানতে হচ্ছে। [413, 1176, 595, 1218]
body-paragraph: তিনি আরও বলেন, ‘এটি সর্বজনীন পেনশন নয়; সর্বজনীন হলে সবার জন্য একই নিয়ম হতো। ২০২৪ সালের ১ জুলাইয়ের আগে ও পরে নিয়োগ পাওয়া শিক্ষকদের মধ্যে বৈষম্য তৈরি করা হয়েছে।’ [990, 174, 1172, 215]
body-paragraph: বুয়েট, মেডিকেল কলেজ ও কৃষি বিশ্ববিদ্যালয়ের শিক্ষকরাও সংহতি জানিয়ে বিবৃতি দিয়েছেন। কর্মচারী ইউনিয়নগুলো পৃথক স্মারকলিপি দিয়েছে আচার্য বরাবর। [798, 685, 980, 716]
body-paragraph: ঢাকা বিশ্ববিদ্যালয় শিক্ষক সমিতির সভাপতি বলেন, এই স্কিম বৈষম্যমূলক; একই প্রতিষ্ঠানে দুই ধরনের পেনশন ব্যবস্থা চলতে পারে না। ৩০ জুনের মধ্যে প্রজ্ঞাপন প্রত্যাহার না হলে ১ জুলাই থেকে সর্বাত্মক কর্মবিরতির ঘোষণা দিয়েছে ফেডারেশন। [798, 184, 980, 237]
body-paragraph: শিক্ষাবিদরা বলছেন, ইউনেস্কোর সুপারিশ অনুযায়ী বরাদ্দ জিডিপির ৪ থেকে ৬ শতাংশ হওয়া উচিত। উচ্চশিক্ষায় গবেষণা খাতে বরাদ্দ বাড়ানোর দাবি জানিয়ে আসছেন শিক্ষকরা। কারিগরি ও মাদ্রাসা শিক্ষা বিভাগে বরাদ্দ ধরা হয়েছে ১১ হাজার কোটি টাকার বেশি। [28, 560, 210, 613]
body-paragraph: শিক্ষক সমিতি ফেডারেশনের মহাসচিব অধ্যাপক ড. মো. আখতারুল ইসলাম বলেন, পাবলিক বিশ্ববিদ্যালয়ের শিক্ষকদের আলাদা মর্যাদা ও সুবিধা ঐতিহাসিকভাবে স্বীকৃত; প্রত্যয় স্কিম সেই স্বীকৃতিকে অস্বীকার করেছে। [798, 141, 980, 182]
body-paragraph: গবেষকরা বলছেন, জনমিতিক লভ্যাংশ ফুরিয়ে আসার আগেই টেকসই পেনশন ব্যবস্থা গড়ে তোলা জরুরি। প্রবীণ জনসংখ্যা ২০৫০ সালে দ্বিগুণ হবে বলে প্রক্ষেপণ রয়েছে। [798, 914, 980, 945]
body-paragraph: সব পক্ষই বলছে, শিক্ষার্থীদের জিম্মি করে নয়, আলোচনার টেবিলেই সমাধান খুঁজতে হবে। ৩০ জুনের আগে সমঝোতা না হলে নতুন শিক্ষাবর্ষের সূচি ওলটপালট হয়ে যেতে পারে। [990, 675, 1172, 717]
article [221, 797, 403, 1080]
body-paragraph: ঢাকার বাইরে জেলা শহরগুলোতেও জীবনযাত্রার ব্যয় বেড়েছে উল্লেখযোগ্য হারে। বাড়ি ভাড়া, যাতায়াত ও শিক্ষা ব্যয়ের চাপ সামলাতে হিমশিম খাচ্ছে সীমিত আয়ের পরিবার। [605, 322, 787, 364]
body-paragraph: কর্মসূচিতে সংহতি জানিয়ে বিভিন্ন বিশ্ববিদ্যালয়ের কর্মকর্তা-কর্মচারীরাও আন্দোলনে যুক্ত হয়েছেন। এতে পাবলিক বিশ্ববিদ্যালয়গুলোর একাডেমিক ও প্রশাসনিক কার্যক্রম অচল হয়ে পড়ার শঙ্কা তৈরি হয়েছে। [990, 87, 1172, 128]
body-paragraph: নিরাপত্তার চাদরে ঢাকা হয়েছে নয়াদিল্লি। শপথ অনুষ্ঠান ঘিরে তিন স্তরের নিরাপত্তা ব্যবস্থা নেওয়া হয়েছে। আমন্ত্রিত বিদেশি অতিথিদের হোটেলগুলোতে বিশেষ নজরদারি চলছে। [605, 788, 787, 830]
body-paragraph: নতুন সরকারের প্রথম বাজেট এসেছে এক কঠিন সময়ে। বৈদেশিক মুদ্রার ব্যবহারযোগ্য রিজার্ভ নেমেছে ১৩ বিলিয়ন ডলারের ঘরে। আমদানি নিয়ন্ত্রণ করেও রিজার্ভের ক্ষয় থামানো যাচ্ছে না। [605, 413, 787, 455]
body-paragraph: প্রবাস স্কিমে সাড়া মিললেও সমতা ও সুরক্ষা স্কিমে অগ্রগতি ধীর। প্রচার-প্রচারণার ঘাটতি ও আস্থার সংকটকে এ জন্য দায়ী করছেন সংশ্লিষ্টরা। [798, 445, 980, 476]
body-paragraph: প্রস্তাবিত বাজেটে দরিদ্র ও নিম্ন আয়ের মানুষের জন্য সামাজিক নিরাপত্তা বেষ্টনীর আওতা বাড়ানোর ঘোষণা থাকলেও বরাদ্দ বেড়েছে সামান্যই। খাদ্যবান্ধব কর্মসূচিতে চালের পরিমাণ আগের মতোই রাখা হয়েছে। গবেষণা সংস্থাগুলো বলছে, প্রকৃত মূল্যস্ফীতি বিবেচনায় নিলে ভাতার প্রকৃত মূল্য কমে গেছে। [220, 232, 402, 295]
body-paragraph: শিক্ষাবিদদের আশঙ্কা, ভর্তি পরীক্ষা ও চলমান সেমিস্টারের মূল্যায়ন কার্যক্রম ব্যাহত হলে ক্ষতির মুখে পড়বেন লাখো শিক্ষার্থী। করোনার ক্ষত না শুকাতেই নতুন সেশনজটের শঙ্কা দেখা দিয়েছে। [990, 370, 1172, 412]
article-headline: মোদির জনপ্রিয়তায় ভাটা, জরিপে [46, 853, 192, 889]
body-paragraph: জাতীয় পার্টির চেয়ারম্যান বলেন, ব্যাংক থেকে সরকার এত ঋণ নিলে বেসরকারি খাত ঋণ পাবে না, বিনিয়োগ ও কর্মসংস্থান ব্যাহত হবে। বাম গণতান্ত্রিক জোট বাজেট প্রত্যাখ্যান করে বিক্ষোভ কর্মসূচি ঘোষণা করেছে। [413, 992, 595, 1034]
body-paragraph: শিক্ষক সমিতি ফেডারেশনের সভাপতি অধ্যাপক ড. মো. আখতারুজ্জামান বলেন, ‘প্রত্যয় স্কিম প্রত্যাহারে প্রধানমন্ত্রীর হস্তক্ষেপ কামনা করছি। আমরা আন্দোলনে যেতে চাই না, ক্লাসে থাকতে চাই।’ [990, 130, 1172, 172]
column-3 [413, 87, 595, 1832]
body-paragraph: চট্টগ্রাম বিশ্ববিদ্যালয় শিক্ষক সমিতির সাধারণ সম্পাদক বলেন, আন্দোলন শিক্ষকদের অস্তিত্বের; এতে রাজনৈতিক রং দেওয়ার চেষ্টা দুঃখজনক। [990, 839, 1172, 870]
body-paragraph: তেলুগু দেশম পার্টি ও জনতা দল ইউনাইটেড স্পিকারের পদসহ গুরুত্বপূর্ণ মন্ত্রণালয় দাবি করেছে। বিজেপি স্বরাষ্ট্র, অর্থ, প্রতিরক্ষা ও পররাষ্ট্র মন্ত্রণালয় নিজেদের হাতে রাখতে চায়। [605, 744, 787, 786]
body-paragraph: এদিকে শিক্ষক নেতাদের সঙ্গে আগামী সপ্তাহে বৈঠকে বসতে পারেন অর্থমন্ত্রী। বৈঠকে স্কিমের আর্থিক হিসাব-নিকাশ উপস্থাপন করা হবে বলে জানা গেছে। [798, 761, 980, 792]
body-paragraph: ভোক্তা অধিকার সংরক্ষণ অধিদপ্তরের মহাপরিচালক বলেন, রমজানের অভিজ্ঞতা কাজে লাগিয়ে কোরবানির মৌসুমে বাজার তদারকি জোরদার করা হবে। মসলার বাজারে অস্থিরতা ঠেকাতে আমদানির তথ্য নিয়মিত প্রকাশ করা হবে। [413, 195, 595, 247]
body-paragraph: দুদকের আবেদনের পরিপ্রেক্ষিতে আদালত এই আদেশ দেন। গোপালগঞ্জ, মাদারীপুর ও কক্সবাজারে থাকা জমিজমার তদারকিতে জেলা প্রশাসনকে দায়িত্ব দেওয়া হয়েছে। গুলশানের চারটি ফ্ল্যাটের ভাড়া আদায় করবে রিসিভার। [413, 643, 595, 696]
body-paragraph: এ ঠিকানায় ই-মেইল করে যে কেউ প্রস্তাবিত বাজেটের ওপর সুনির্দিষ্ট সুপারিশ পাঠাতে পারবেন। প্রাপ্ত মতামত যাচাই-বাছাই করে অর্থবিল চূড়ান্ত করার আগে বিবেচনায় নেওয়া হবে বলে জানিয়েছেন অর্থ বিভাগের কর্মকর্তারা। [220, 939, 402, 981]
continuation-kicker: প্রথম পৃষ্ঠার পর [287, 819, 335, 829]
body-paragraph: কংগ্রেস নেতৃত্বাধীন ইন্ডিয়া জোট প্রত্যাশার চেয়ে ভালো ফল করেছে। মোদি টানা তৃতীয় মেয়াদে সরকার গঠনের পথে থাকলেও সংসদে বিরোধীদের শক্তি বেড়েছে। জোট সরকারের বাধ্যবাধকতায় মোদিকে এবার অনেক ক্ষেত্রে আপসের পথে হাঁটতে হবে বলে মত বিশ্লেষকদের। [28, 1017, 210, 1070]
body-paragraph: পর্যবেক্ষকরা বলছেন, বাজেট অধিবেশনের মধ্যে শিক্ষক আন্দোলন সরকারের জন্য বাড়তি চাপ তৈরি করেছে। সমাধান বিলম্বিত হলে আন্দোলন অন্য খাতেও ছড়িয়ে পড়তে পারে। [990, 959, 1172, 1000]
body-paragraph: গত পাঁচ দশকে জাতীয় বাজেটের আকার বেড়েছে এক হাজার গুণের বেশি। স্বাধীনতার পর প্রথম বাজেটের আকার ছিল মাত্র ৭৮৬ কোটি টাকা। তবে রাজস্ব আদায়ের সক্ষমতা সে তুলনায় বাড়েনি; কর-জিডিপি অনুপাত এখনো ৮ শতাংশের ঘরে, যা দক্ষিণ এশিয়ায় সর্বনিম্ন। [220, 1026, 402, 1079]
body-paragraph: অন্যদিকে তরুণ শিক্ষকদের একাংশ বলছে, তহবিলের ব্যবস্থাপনা স্বচ্ছ হলে নতুন স্কিম দীর্ঘমেয়াদে লাভজনকও হতে পারে। তবে বাধ্যতামূলক করার আগে বিস্তারিত তুলনামূলক হিসাব প্রকাশের দাবি তাদেরও। [798, 871, 980, 912]
body-paragraph: জাতীয় সংসদে ২০২৪-২৫ অর্থবছরের প্রস্তাবিত বাজেট উপস্থাপন করেছেন অর্থমন্ত্রী আবুল হাসান মাহমুদ আলী। প্রস্তাবিত বাজেটের আকার ধরা হয়েছে ৭ লাখ ৯৭ হাজার কোটি টাকা, যা দেশের ইতিহাসে সর্বোচ্চ। চলতি অর্থবছরের সংশোধিত বাজেটের তুলনায় নতুন বাজেটের আকার বেড়েছে প্রায় ৪ দশমিক ৬ শতাংশ। [28, 127, 210, 190]
body-paragraph: জনগণের ওপর করের বোঝা চাপিয়ে ঘাটতি মেটানোর পথ বেছে নেওয়া হয়েছে বলে অভিযোগ বিরোধীদের। বাজেট প্রতিক্রিয়ায় বিভিন্ন রাজনৈতিক দল ও নাগরিক সংগঠন ক্ষোভ প্রকাশ করেছে। [413, 851, 595, 893]
masthead [28, 10, 1172, 80]
body-paragraph: ইউজিসির এক সদস্য বলেন, উচ্চশিক্ষার মান রক্ষায় শিক্ষকদের মনোবল অটুট রাখা জরুরি। চলমান অচলাবস্থা দীর্ঘায়িত হলে সেশনজটের শঙ্কা রয়েছে। শিক্ষার্থীদের স্বার্থে দ্রুত সমাধানের আহ্বান জানিয়েছেন অভিভাবকরাও। [798, 522, 980, 563]
body-paragraph: সব মিলিয়ে আগামী কয়েক সপ্তাহ উচ্চশিক্ষাঙ্গনে উত্তেজনা বিরাজ করবে বলেই ধারণা সংশ্লিষ্টদের। সমঝোতার উদ্যোগ কতটা ফলপ্রসূ হয়, সেদিকেই এখন সবার দৃষ্টি। [990, 1002, 1172, 1044]
continuation-kicker: প্রথম পৃষ্ঠার পর [672, 111, 720, 121]
body-paragraph: বাজেট বক্তৃতায় অর্থমন্ত্রী বলেছেন, সরকারের লক্ষ্য ২০৩১ সালের মধ্যে চরম দারিদ্র্য নির্মূল করা। এ জন্য সামাজিক নিরাপত্তা কর্মসূচিগুলো পর্যায়ক্রমে একটি সমন্বিত কাঠামোর আওতায় আনা হবে। তবে বিশেষজ্ঞরা বলছেন, ঘোষণা বাস্তবায়নে সুনির্দিষ্ট রূপরেখা বাজেটে অনুপস্থিত। [220, 491, 402, 543]
body-paragraph: অবসরপ্রাপ্ত শিক্ষকদের সংগঠনও আন্দোলনে সমর্থন জানিয়েছে। তাদের মতে, পেনশন কোনো অনুগ্রহ নয়, এটি অর্জিত অধিকার; সেই অধিকার সংকুচিত করার যেকোনো উদ্যোগ প্রতিহত করা হবে। [798, 827, 980, 869]
body-paragraph: তবে শিক্ষকদের হিসাব বলছে, বিদ্যমান ব্যবস্থায় একজন অধ্যাপক অবসরে এককালীন আনুতোষিকসহ যে সুবিধা পান, প্রত্যয়ে তা উল্লেখযোগ্য হারে কমবে। লাম্পগ্রান্ট ও পিআরএল সুবিধা নিয়েও অস্পষ্টতা রয়েছে। [990, 457, 1172, 499]
article [221, 554, 403, 787]
body-paragraph: হাটে জাল নোট শনাক্তে ব্যাংকের বুথ থাকবে। পশু চিকিৎসায় ভেটেরিনারি টিম এবং নিরাপত্তায় পর্যাপ্ত পুলিশ মোতায়েন থাকবে বলে জানিয়েছে কর্তৃপক্ষ। হাসিলের হার দৃশ্যমান স্থানে টানিয়ে রাখতে হবে। [220, 657, 402, 699]
body-paragraph: বিএনপির মহাসচিব বলেন, লুটপাটের সুবিধার্থে কালো টাকা সাদা করার সুযোগ রাখা হয়েছে; সৎ করদাতাদের সঙ্গে এটি প্রতারণা। দলটির মতে, মেগা প্রকল্পের নামে ঋণের বোঝা ভবিষ্যৎ প্রজন্মের কাঁধে চাপানো হচ্ছে। [413, 948, 595, 990]
article-headline: শনিবার মোদির শপথ [638, 587, 754, 604]
body-paragraph: সরকারি কর্মচারীদের জন্য মহার্ঘ ভাতার কোনো ঘোষণা বাজেটে নেই। বেসরকারি খাতের কর্মীদের বেতন বৃদ্ধিও থমকে আছে। সংসার চালাতে অনেকে দ্বিতীয় পেশা বেছে নিচ্ছেন বলে জরিপে উঠে এসেছে। [605, 279, 787, 321]
article [221, 87, 403, 184]
body-paragraph: ফেডারেশনের যুগ্ম মহাসচিব বলেন, সরকার ইতিবাচক সাড়া দিলে কর্মসূচি শিথিলের সুযোগ রয়েছে; তবে ১ জুলাইয়ের সময়সীমার পর আর ছাড় দেওয়া হবে না। [990, 762, 1172, 793]
continuation-kicker: প্রথম পৃষ্ঠার পর [672, 397, 720, 407]
continuation-kicker: প্রথম পৃষ্ঠার পর [480, 835, 528, 845]
article-headline: জনগণের ওপর দায় রেখে বাজেট [432, 795, 576, 830]
body-paragraph: টিআইবির নির্বাহী পরিচালক বলেন, খেলাপি ঋণ আদায়ে দৃশ্যমান পদক্ষেপ না নিয়ে ব্যাংক খাত থেকে বিপুল ঋণ নেওয়ার পরিকল্পনা আত্মঘাতী। অর্থ পাচার রোধে কার্যকর ব্যবস্থার ঘোষণাও বাজেটে অনুপস্থিত। [413, 1035, 595, 1077]
continuation-kicker: প্রথম পৃষ্ঠার পর [95, 893, 143, 903]
